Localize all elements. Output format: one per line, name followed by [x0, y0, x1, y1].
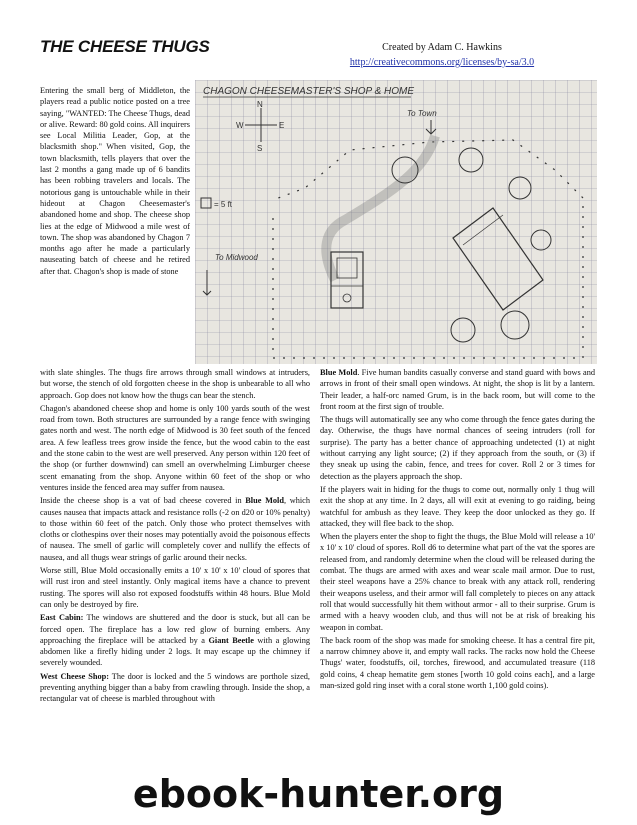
- intro-paragraph: Entering the small berg of Middleton, the players read a public notice posted on a tree saying, "WANTED: The Cheese Thugs, dead or alive. Reward: 80 gold coins. All inquirers see Local Militia Leader, Gop, at the blacksmith shop." When visited, Gop, the town blacksmith, tells players that over the last 2 months a gang made up of 6 bandits has been robbing travelers and locals. The notorious gang is untouchable while in their hideout at Chagon Cheesemaster's abandoned home and shop. The cheese shop lies at the edge of Midwood a mile west of town. The shop was abandoned by Chagon 7 months ago after he made a particularly nauseating batch of cheese and he retired after that. Chagon's shop is made of stone: [40, 86, 191, 276]
- grid-lines: [195, 80, 597, 364]
- intro-column: [40, 85, 190, 279]
- map-svg: [195, 80, 597, 364]
- paragraph-west-shop: West Cheese Shop: The door is locked and the 5 windows are porthole sized, preventing anything bigger than a baby from crawling through. Inside the shop, a rectangular vat of cheese is marbled throughout with: [40, 671, 310, 704]
- license-link[interactable]: http://creativecommons.org/licenses/by-sa/3.0: [349, 57, 535, 68]
- paragraph-ambush: If the players wait in hiding for the thugs to come out, normally only 1 thug will exit the shop at any time. In 2 days, all will exit at evening to go raiding, being watchful for ambush as they leave. They keep the door unlocked as they go. If attacked, they will flee back to the shop.: [320, 484, 595, 528]
- paragraph-combat: When the players enter the shop to fight the thugs, the Blue Mold will release a 10' x 10' x 10' cloud of spores. Roll d6 to determine what part of the vat the spores are released from, and randomly determine when the cloud will be released during the combat. The thugs are armed with axes and wear scale mail armor. Due to rust, their steel weapons have a 25% chance to break with any attack roll, rendering their weapons useless, and their armor will fall completely to pieces on any attack roll that would successfully hit them without armor - all to their surprise. Grum is armed with a heavy wooden club, and thus will not be at risk of breaking his weapon in combat.: [320, 532, 595, 632]
- map-sketch: [195, 80, 597, 364]
- paragraph-location: Chagon's abandoned cheese shop and home is only 100 yards south of the west road from town. Both structures are surrounded by a range fence with swinging gates north and west. The north edge of Midwood is 30 feet south of the fenced area. A few leafless trees grow inside the fence, but the wood cabin to the east and the stone cabin to the west are well preserved. Any person within 120 feet of the shop (or further downwind) can smell an overwhelming Limburger cheese scent emanating from the shop. Anyone within 60 feet of the shop or who ventures inside the fenced area may suffer from nausea.: [40, 403, 310, 492]
- credit-block: [312, 40, 572, 70]
- paragraph-bandits: Blue Mold. Five human bandits casually converse and stand guard with bows and arrows in front of their small open windows. At night, the shop is lit by a lantern. Their leader, a half-orc named Grum, is in the back room, but will come to the front room at the first sign of trouble.: [320, 368, 595, 411]
- paragraph-back-room: The back room of the shop was made for smoking cheese. It has a central fire pit, a narrow chimney above it, and empty wall racks. The racks now hold the Cheese Thugs' water, foodstuffs, oil, torches, firewood, and accumulated treasure (118 gold coins, 4 cheap hematite gem stones [worth 10 gold coins each], and a large man-sized gold ring inset with a coral stone worth 1,100 gold coins).: [320, 635, 595, 691]
- left-column: [40, 367, 310, 707]
- map-title: CHAGON CHEESEMASTER'S SHOP & HOME: [203, 86, 415, 97]
- author-credit: Created by Adam C. Hawkins: [382, 42, 502, 53]
- paragraph-shingles: with slate shingles. The thugs fire arrows through small windows at intruders, but worse, the stench of old forgotten cheese in the shop is unbearable to all who approach. Gop does not know how the thugs can bear the stench.: [40, 368, 310, 400]
- page-title: THE CHEESE THUGS: [40, 37, 210, 56]
- compass-w: W: [236, 121, 244, 130]
- paragraph-detection: The thugs will automatically see any who come through the fence gates during the day. Otherwise, the thugs have normal chances of seeing intruders (roll for surprise). The party has a better chance of approaching undetected (1) at night without carrying any light source; (2) if they approach from the south, or (3) if they sneak up using the cabin, fence, and trees for cover. Roll 2 or 3 times for detection as the players approach the shop.: [320, 415, 595, 481]
- compass-s: S: [257, 144, 263, 153]
- compass-n: N: [257, 100, 263, 109]
- paragraph-east-cabin: East Cabin: The windows are shuttered and the door is stuck, but all can be forced open. The fireplace has a low red glow of burning embers. Any approaching the fireplace will be attacked by a Giant Beetle with a glowing abdomen like a firefly hiding under 2 logs. It may escape up the chimney if severely wounded.: [40, 613, 311, 668]
- watermark: ebook-hunter.org: [132, 772, 505, 816]
- compass-e: E: [279, 121, 285, 130]
- to-midwood-label: To Midwood: [215, 253, 258, 262]
- scale-label: = 5 ft: [214, 200, 233, 209]
- paragraph-blue-mold: Inside the cheese shop is a vat of bad cheese covered in Blue Mold, which causes nausea that impacts attack and resistance rolls (-2 on d20 or 10% penalty) to those within 60 feet of the patch. Only those who protect themselves with cloths or clothespins over their noses may potentially avoid the poisonous effects of nausea. The smell of garlic will completely cover and nullify the effects of nausea, and all thugs wear strings of garlic around their necks.: [40, 496, 310, 562]
- to-town-label: To Town: [407, 109, 437, 118]
- paragraph-spores: Worse still, Blue Mold occasionally emits a 10' x 10' x 10' cloud of spores that will rust iron and steel instantly. Only magical items have a chance to prevent rusting. The spores will also rot exposed foodstuffs within 48 hours. Blue Mold can only be destroyed by fire.: [40, 566, 310, 609]
- right-column: [320, 367, 595, 693]
